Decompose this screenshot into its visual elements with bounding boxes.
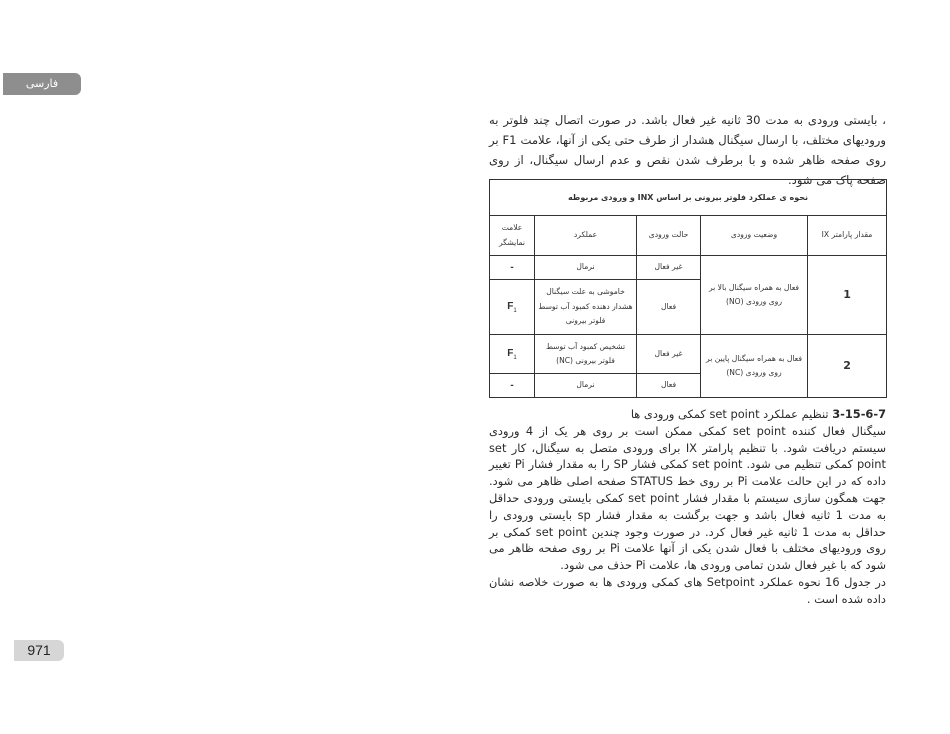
function-cell: نرمال [535, 256, 637, 280]
display-sign: $F_1$ [490, 280, 535, 335]
header-sign: علامت نمایشگر [490, 216, 535, 256]
header-param: مقدار پارامتر IX [808, 216, 887, 256]
function-cell: تشخیص کمبود آب توسط فلوتر بیرونی (NC) [535, 335, 637, 374]
function-cell: نرمال [535, 374, 637, 398]
display-sign: $F_1$ [490, 335, 535, 374]
input-state: فعال [637, 280, 701, 335]
intro-paragraph: ، بایستی ورودی به مدت 30 ثانیه غیر فعال باشد. در صورت اتصال چند فلوتر به ورودیهای مختلف، با ارسال سیگنال هشدار از طرف حتی یکی از آنها، علامت F1 بر روی صفحه ظاهر شده و با برطرف شدن نقص و عدم ارسال سیگنال، از روی صفحه پاک می شود. [489, 113, 887, 187]
table-row [490, 256, 887, 280]
display-sign: - [490, 256, 535, 280]
section-footer: در جدول 16 نحوه عملکرد Setpoint های کمکی ورودی ها به صورت خلاصه نشان داده شده است . [489, 574, 886, 606]
section-heading [489, 406, 886, 423]
input-state: فعال [637, 374, 701, 398]
input-status: فعال به همراه سیگنال پایین بر روی ورودی (NC) [701, 335, 808, 398]
input-state: غیر فعال [637, 256, 701, 280]
param-value: 2 [808, 335, 887, 398]
section-body: سیگنال فعال کننده set point کمکی ممکن است بر روی هر یک از 4 ورودی سیستم دریافت شود. با تنظیم پارامتر IX برای ورودی متصل به سیگنال، کار set point کمکی تنظیم می شود. set point کمکی فشار SP را به مقدار فشار Pi تغییر داده که در این حالت علامت Pi بر روی خط STATUS صفحه اصلی ظاهر می شود. جهت همگون سازی سیستم با مقدار فشار set point کمکی بایستی ورودی حداقل به مدت 1 ثانیه فعال باشد و جهت برگشت به مقدار فشار sp بایستی ورودی را حداقل به مدت 1 ثانیه غیر فعال کرد. در صورت وجود چندین set point کمکی بر روی ورودیهای مختلف با فعال شدن یکی از آنها علامت Pi بر روی صفحه ظاهر می شود که با غیر فعال شدن تمامی ورودی ها، علامت Pi حذف می شود. [489, 423, 887, 573]
header-state: حالت ورودی [637, 216, 701, 256]
section-number: 3-15-6-7 [832, 407, 886, 421]
table-caption: نحوه ی عملکرد فلوتر بیرونی بر اساس INX و ورودی مربوطه [490, 180, 887, 216]
input-state: غیر فعال [637, 335, 701, 374]
section-setpoint [489, 406, 886, 608]
section-title: تنظیم عملکرد set point کمکی ورودی ها [630, 407, 829, 421]
header-status: وضعیت ورودی [701, 216, 808, 256]
param-value: 1 [808, 256, 887, 335]
language-tab[interactable]: فارسی [3, 73, 81, 95]
display-sign: - [490, 374, 535, 398]
header-function: عملکرد [535, 216, 637, 256]
function-cell: خاموشی به علت سیگنال هشدار دهنده کمبود آب توسط فلوتر بیرونی [535, 280, 637, 335]
table-row [490, 335, 887, 374]
page-number: 971 [14, 640, 64, 661]
float-function-table [489, 179, 887, 398]
input-status: فعال به همراه سیگنال بالا بر روی ورودی (NO) [701, 256, 808, 335]
